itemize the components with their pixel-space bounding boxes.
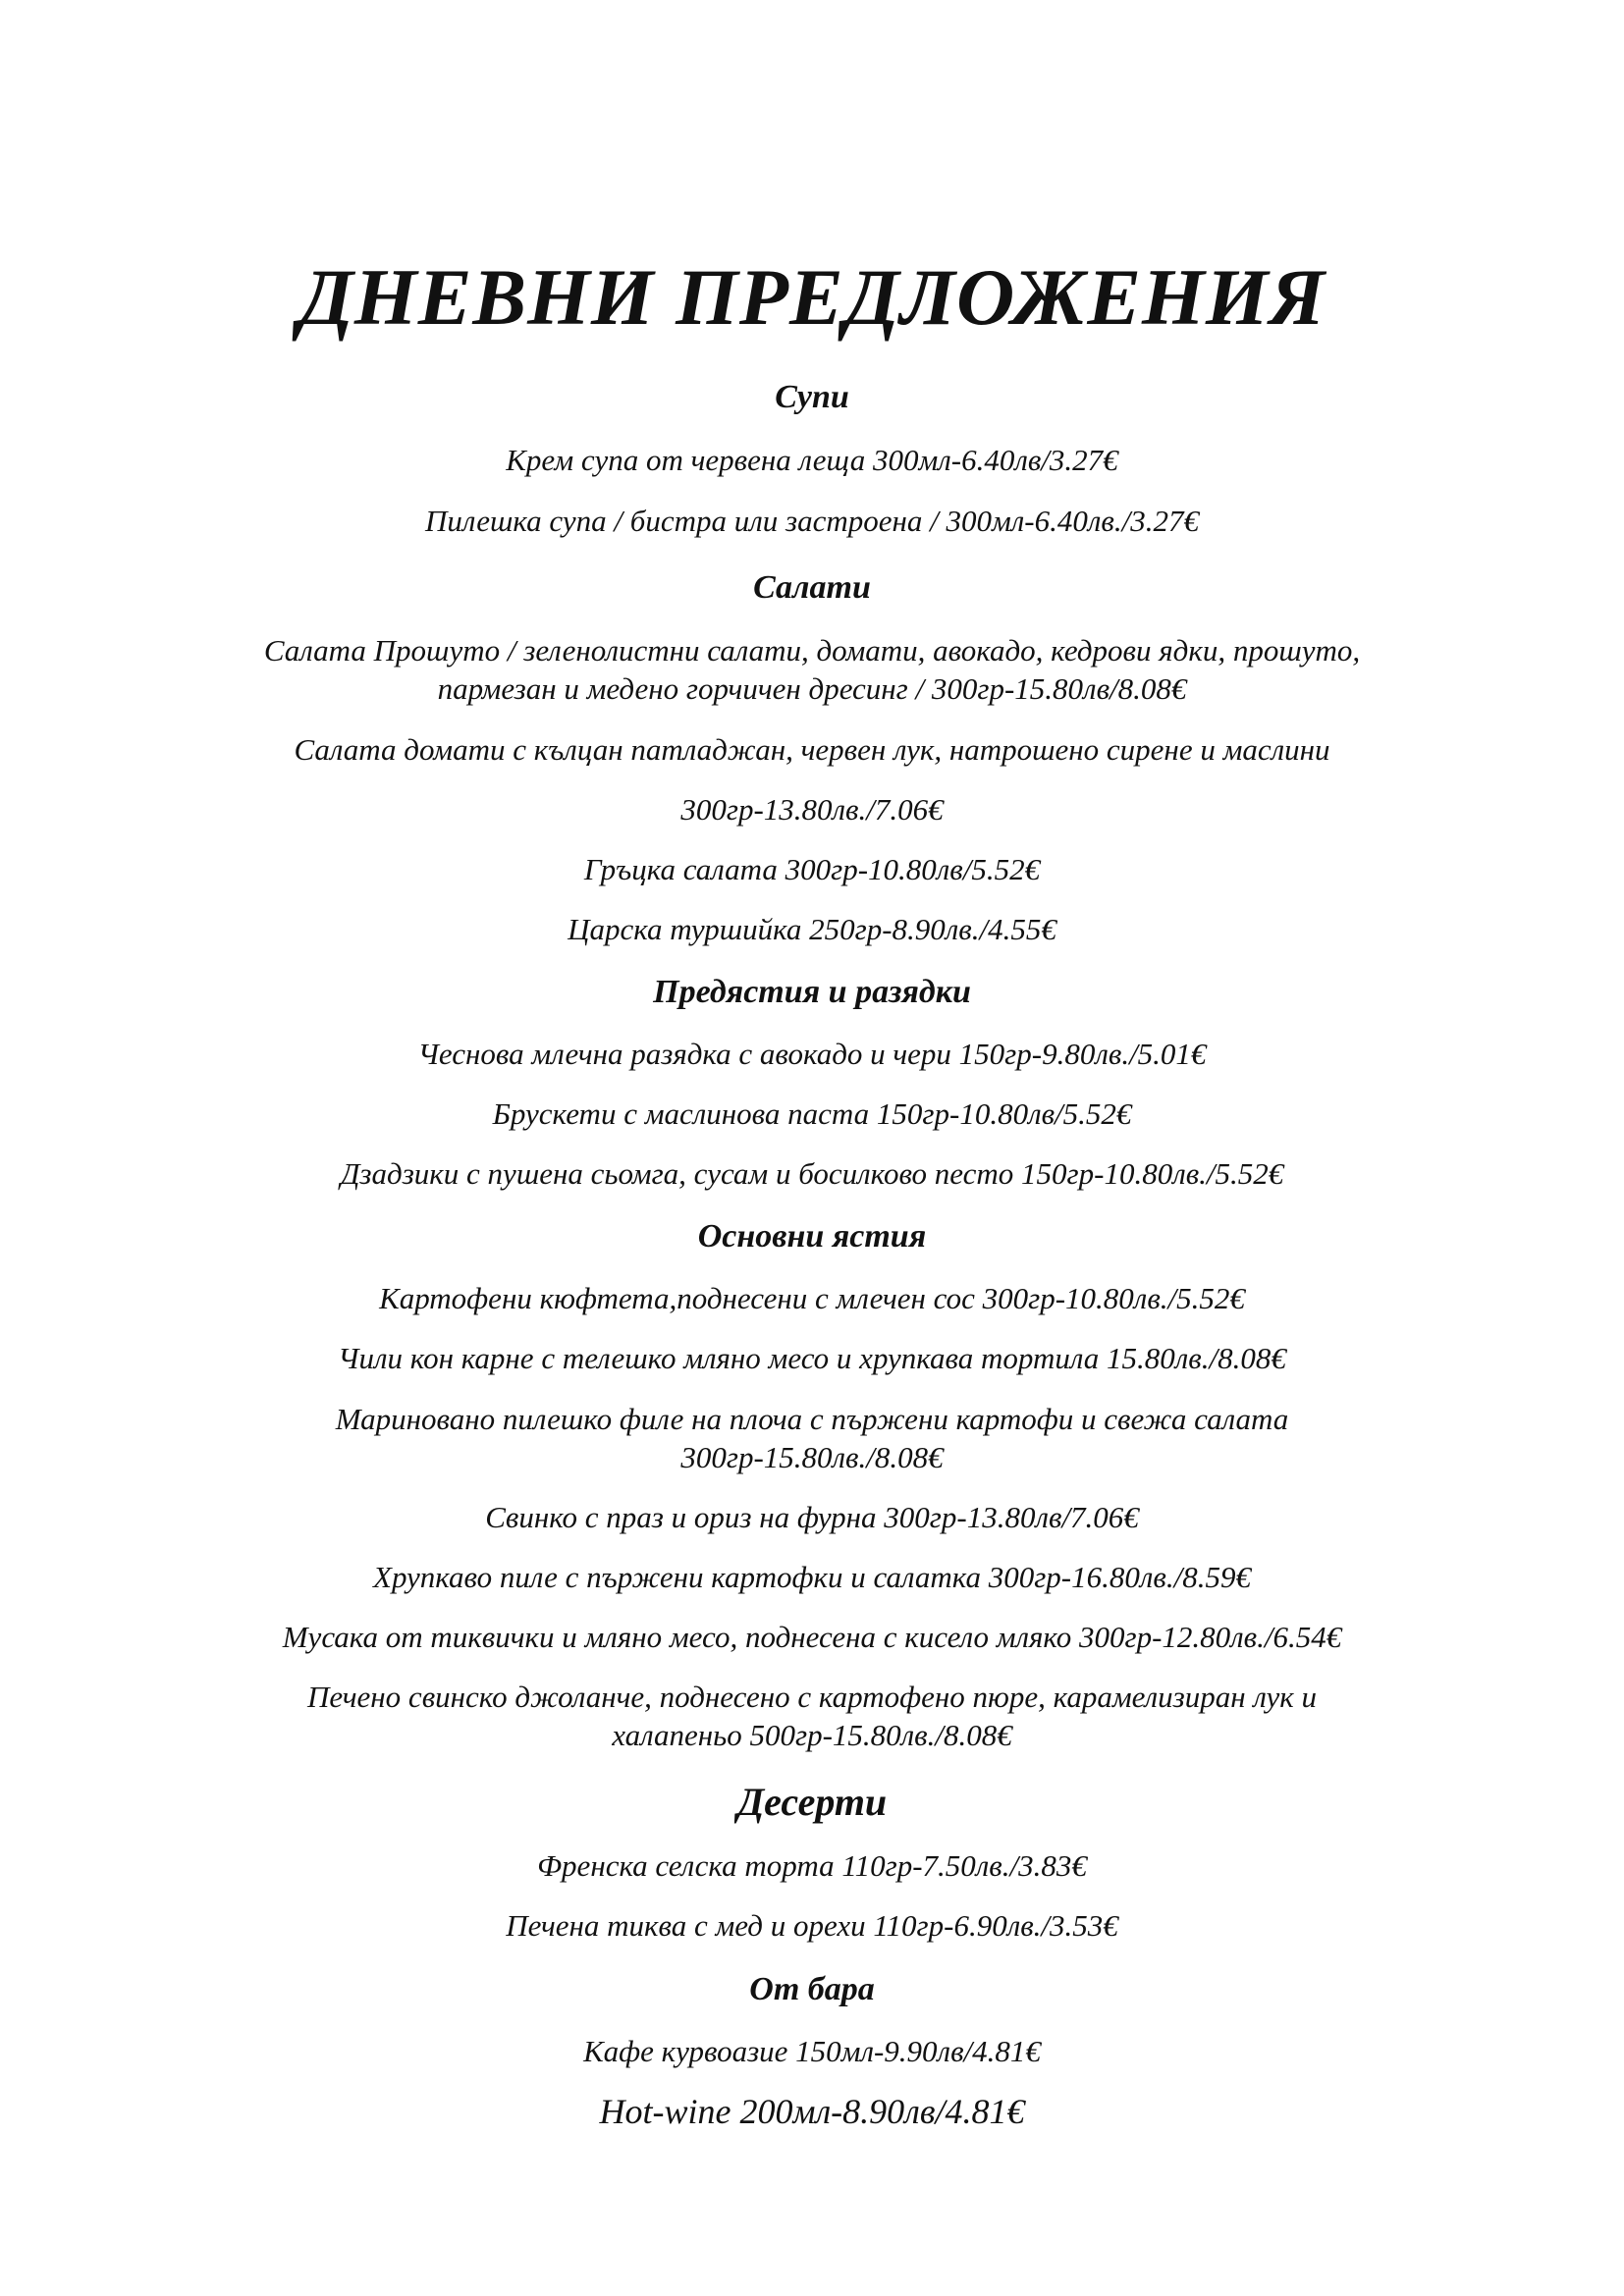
menu-item-french-cake: Френска селска торта 110гр-7.50лв./3.83€ bbox=[537, 1848, 1087, 1883]
menu-item-salad-tomato-line1: Салата домати с кълцан патладжан, червен лук, натрошено сирене и маслини bbox=[294, 732, 1330, 767]
section-heading-bar: От бара bbox=[749, 1971, 875, 2007]
menu-item-salad-prosciutto-line1: Салата Прошуто / зеленолистни салати, домати, авокадо, кедрови ядки, прошуто, bbox=[263, 633, 1361, 667]
menu-item-soup-chicken: Пилешка супа / бистра или застроена / 300мл-6.40лв./3.27€ bbox=[425, 504, 1199, 538]
menu-item-tzatziki: Дзадзики с пушена сьомга, сусам и босилково песто 150гр-10.80лв./5.52€ bbox=[340, 1156, 1284, 1191]
menu-item-chili-con-carne: Чили кон карне с телешко мляно месо и хрупкава тортила 15.80лв./8.08€ bbox=[338, 1341, 1286, 1375]
menu-item-chicken-fillet-line1: Мариновано пилешко филе на плоча с пържени картофи и свежа салата bbox=[335, 1402, 1289, 1436]
menu-item-soup-lentil: Крем супа от червена леща 300мл-6.40лв/3.27€ bbox=[506, 443, 1118, 477]
menu-item-baked-pumpkin: Печена тиква с мед и орехи 110гр-6.90лв./3.53€ bbox=[506, 1908, 1118, 1943]
page-title: ДНЕВНИ ПРЕДЛОЖЕНИЯ bbox=[298, 252, 1326, 342]
menu-item-hot-wine: Hot-wine 200мл-8.90лв/4.81€ bbox=[599, 2092, 1025, 2131]
menu-item-coffee-courvoisier: Кафе курвоазие 150мл-9.90лв/4.81€ bbox=[583, 2034, 1041, 2068]
menu-item-salad-tomato-line2: 300гр-13.80лв./7.06€ bbox=[680, 792, 944, 827]
section-heading-soups: Супи bbox=[775, 379, 849, 415]
menu-item-salad-greek: Гръцка салата 300гр-10.80лв/5.52€ bbox=[583, 852, 1041, 886]
menu-item-garlic-spread: Чеснова млечна разядка с авокадо и чери 150гр-9.80лв./5.01€ bbox=[417, 1037, 1207, 1071]
section-heading-salads: Салати bbox=[753, 569, 871, 606]
menu-item-salad-prosciutto-line2: пармезан и медено горчичен дресинг / 300гр-15.80лв/8.08€ bbox=[437, 671, 1187, 706]
section-heading-appetizers: Предястия и разядки bbox=[653, 974, 971, 1010]
menu-item-pork-leek-rice: Свинко с праз и ориз на фурна 300гр-13.80лв/7.06€ bbox=[485, 1500, 1139, 1534]
menu-item-pork-knuckle-line1: Печено свинско джоланче, поднесено с картофено пюре, карамелизиран лук и bbox=[307, 1680, 1317, 1714]
menu-item-salad-pickles: Царска туршийка 250гр-8.90лв./4.55€ bbox=[568, 912, 1056, 946]
menu-item-moussaka: Мусака от тиквички и мляно месо, поднесена с кисело мляко 300гр-12.80лв./6.54€ bbox=[282, 1620, 1342, 1654]
menu-item-potato-croquettes: Картофени кюфтета,поднесени с млечен сос 300гр-10.80лв./5.52€ bbox=[379, 1281, 1245, 1315]
menu-item-bruschetta: Брускети с маслинова паста 150гр-10.80лв/5.52€ bbox=[492, 1096, 1132, 1131]
menu-item-chicken-fillet-line2: 300гр-15.80лв./8.08€ bbox=[680, 1440, 944, 1474]
section-heading-main-courses: Основни ястия bbox=[697, 1218, 927, 1255]
menu-item-pork-knuckle-line2: халапеньо 500гр-15.80лв./8.08€ bbox=[612, 1718, 1012, 1752]
section-heading-desserts: Десерти bbox=[736, 1780, 888, 1824]
menu-item-crispy-chicken: Хрупкаво пиле с пържени картофки и салатка 300гр-16.80лв./8.59€ bbox=[373, 1560, 1251, 1594]
